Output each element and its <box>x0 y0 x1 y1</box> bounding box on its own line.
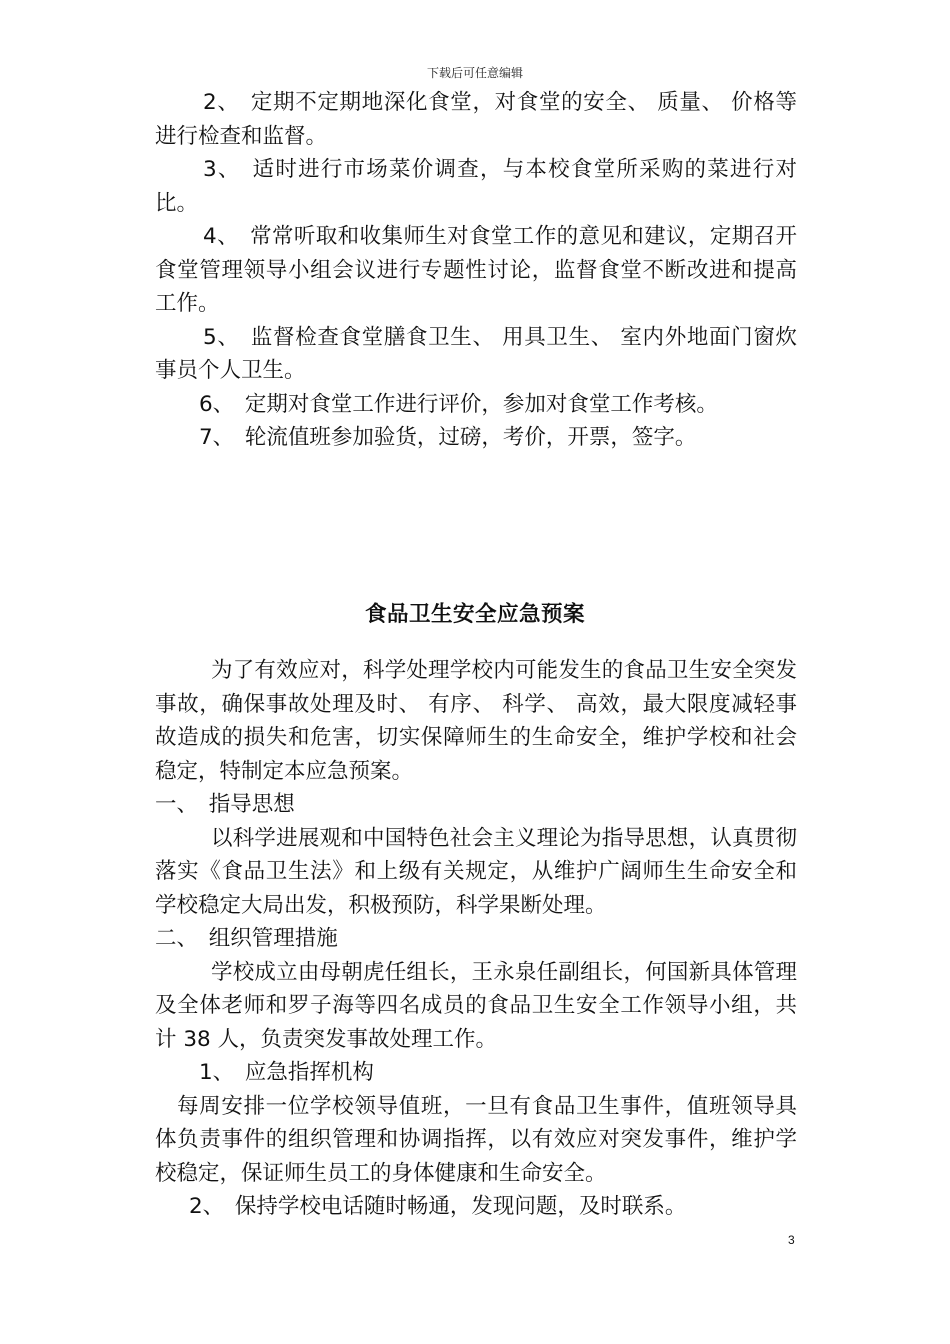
page-header-note: 下载后可任意编辑 <box>426 66 523 80</box>
measures-list <box>155 86 797 455</box>
page-number: 3 <box>788 1233 795 1247</box>
paragraph: 学校成立由母朝虎任组长，王永泉任副组长，何国新具体管理及全体老师和罗子海等四名成员的食品卫生安全工作领导小组，共计 38 人，负责突发事故处理工作。 <box>155 959 797 1052</box>
list-item: 3、 适时进行市场菜价调查，与本校食堂所采购的菜进行对比。 <box>155 157 797 216</box>
section-heading: 二、 组织管理措施 <box>155 926 338 951</box>
list-item: 2、 定期不定期地深化食堂，对食堂的安全、 质量、 价格等进行检查和监督。 <box>155 90 797 149</box>
list-item: 6、 定期对食堂工作进行评价，参加对食堂工作考核。 <box>199 391 718 417</box>
subsection-heading: 1、 应急指挥机构 <box>199 1060 374 1085</box>
subsection-heading: 2、 保持学校电话随时畅通，发现问题，及时联系。 <box>189 1194 687 1219</box>
list-item: 4、 常常听取和收集师生对食堂工作的意见和建议，定期召开食堂管理领导小组会议进行专题性讨论，监督食堂不断改进和提高工作。 <box>155 224 797 316</box>
plan-body <box>155 654 797 1224</box>
paragraph: 每周安排一位学校领导值班，一旦有食品卫生事件，值班领导具体负责事件的组织管理和协调指挥，以有效应对突发事件，维护学校稳定，保证师生员工的身体健康和生命安全。 <box>155 1093 797 1186</box>
list-item: 5、 监督检查食堂膳食卫生、 用具卫生、 室内外地面门窗炊事员个人卫生。 <box>155 324 797 383</box>
page-title: 食品卫生安全应急预案 <box>364 602 585 627</box>
section-heading: 一、 指导思想 <box>155 792 295 817</box>
paragraph: 以科学进展观和中国特色社会主义理论为指导思想，认真贯彻落实《食品卫生法》和上级有关规定，从维护广阔师生生命安全和学校稳定大局出发，积极预防，科学果断处理。 <box>155 825 797 918</box>
intro-paragraph: 为了有效应对，科学处理学校内可能发生的食品卫生安全突发事故，确保事故处理及时、 有序、 科学、 高效，最大限度减轻事故造成的损失和危害，切实保障师生的生命安全，维护学校和社会稳定，特制定本应急预案。 <box>155 658 797 784</box>
list-item: 7、 轮流值班参加验货，过磅，考价，开票，签字。 <box>199 425 697 450</box>
